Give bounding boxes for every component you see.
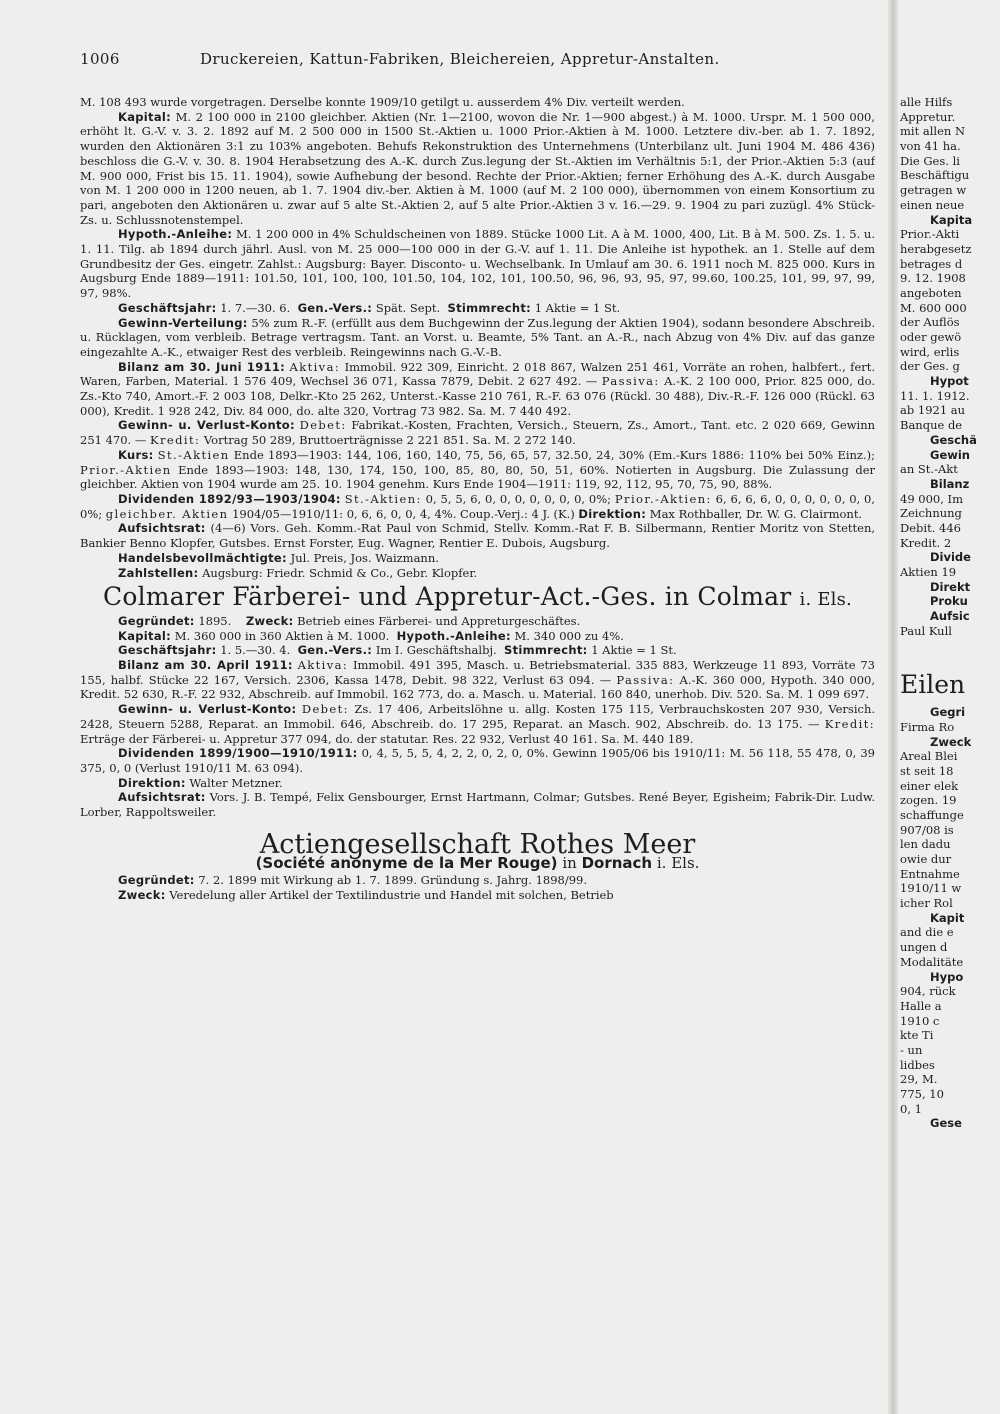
gj-text: 1. 5.—30. 4.	[220, 643, 291, 658]
div-label: Dividenden 1892/93—1903/1904:	[118, 491, 341, 506]
right-column-line: 1910/11 w	[900, 881, 962, 896]
div-gleich-label: gleichber. Aktien	[105, 506, 229, 521]
stimm-text: 1 Aktie = 1 St.	[591, 643, 677, 658]
kredit-text: Erträge der Färberei- u. Appretur 377 094, do. der statutar. Res. 22 932, Verlust 40 161. Sa. M. 440 189.	[80, 731, 694, 746]
right-column-line: 1910 c	[900, 1013, 940, 1028]
right-column-line: der Ges. g	[900, 359, 960, 374]
right-column-line: Entnahme	[900, 866, 960, 881]
kapital-label: Kapital:	[118, 109, 172, 124]
right-column-line: Gegri	[930, 705, 966, 720]
right-column-line: Gewin	[930, 447, 970, 462]
rothes-subtitle-fr: (Société anonyme de la Mer Rouge)	[255, 854, 558, 873]
stimm-text: 1 Aktie = 1 St.	[534, 300, 621, 315]
right-column-line: Paul Kull	[900, 623, 952, 638]
passiva-text: A.-K. 360 000, Hypoth. 340 000, Kredit. 52 630, R.-F. 22 932, Abschreib. auf Immobil. 162 773, do. a. Masch. u. Material. 160 840, unerhob. Div. 520. Sa. M. 1 099 697.	[80, 672, 875, 702]
right-column-line: oder gewö	[900, 330, 962, 344]
augsburg-zahlstellen	[80, 566, 875, 581]
stimm-label: Stimmrecht:	[447, 300, 532, 315]
kredit-label: Kredit:	[824, 716, 875, 731]
zahl-label: Zahlstellen:	[118, 565, 199, 580]
coup-text: Coup.-Verj.: 4 J. (K.)	[460, 506, 575, 521]
right-column-line: schaffunge	[900, 807, 964, 822]
kurs-text: Ende 1893—1903: 144, 106, 160, 140, 75, 56, 65, 57, 32.50, 24, 30% (Em.-Kurs 1886: 110% bei 50% Einz.);	[233, 447, 875, 462]
gegr-label: Gegründet:	[118, 613, 195, 628]
right-column-line: von 41 ha.	[900, 139, 961, 154]
handels-label: Handelsbevollmächtigte:	[118, 550, 287, 565]
rothes-subtitle-suffix: i. Els.	[656, 854, 700, 873]
gj-label: Geschäftsjahr:	[118, 300, 217, 315]
running-header	[80, 50, 880, 72]
div-text: 0, 4, 5, 5, 5, 4, 2, 2, 0, 2, 0, 0%. Gewinn 1905/06 bis 1910/11: M. 56 118, 55 478, 0, 39 375, 0, 0 (Verlust 1910/11 M. 63 094).	[80, 746, 875, 775]
right-column-line: getragen w	[900, 183, 967, 198]
bilanz-label: Bilanz am 30. April 1911:	[118, 658, 293, 673]
passiva-text: A.-K. 2 100 000, Prior. 825 000, do. Zs.-Kto 740, Amort.-F. 2 003 108, Delkr.-Kto 25 262, Unterst.-Kasse 210 761, R.-F. 63 076 (Rückl. 30 488), Div.-R.-F. 126 000 (Rückl. 63 000), Kredit. 1 928 242, Div. 84 000, do. alte 320, Vortrag 73 982. Sa. M. 7 440 492.	[80, 374, 875, 418]
augsburg-kapital	[80, 110, 875, 228]
kurs-prior-label: Prior.-Aktien	[80, 462, 172, 477]
right-column-line: Kapita	[930, 212, 973, 227]
kapital-text: M. 2 100 000 in 2100 gleichber. Aktien (Nr. 1—2100, wovon die Nr. 1—900 abgest.) à M. 1000. Urspr. M. 1 500 000, erhöht lt. G.-V. v. 3. 2. 1892 auf M. 2 500 000 in 1500 St.-Aktien u. 1000 Prior.-Aktien à M. 1000. Letztere div.-ber. ab 1. 7. 1892, wurden den Aktionären 3:1 zu 103% angeboten. Behufs Rekonstruktion des Unternehmens (Unterbilanz ult. Juni 1904 M. 486 436) beschloss die G.-V. v. 30. 8. 1904 Herabsetzung des A.-K. durch Zus.legung der St.-Aktien im Verhältnis 5:1, der Prior.-Aktien 5:3 (auf M. 900 000, Frist bis 15. 11. 1904), sowie Aufhebung der besond. Rechte der Prior.-Aktien; ferner Erhöhung des A.-K. durch Ausgabe von M. 1 200 000 in 1200 neuen, ab 1. 7. 1904 div.-ber. Aktien à M. 1000 (auf M. 2 100 000), übernommen von einem Konsortium zu pari, angeboten den Aktionären u. zwar auf 5 alte St.-Aktien 2, auf 5 alte Prior.-Aktien 3 v. 16.—29. 9. 1904 zu pari zuzügl. 4% Stück-Zs. u. Schlussnotenstempel.	[80, 109, 875, 227]
right-column-line: 907/08 is	[900, 822, 954, 837]
right-column-line: angeboten	[900, 285, 962, 300]
right-column-line: zogen. 19	[900, 793, 957, 808]
rothes-zweck	[80, 888, 875, 903]
right-column-line: der Auflös	[900, 315, 960, 330]
colmar-title-suffix: i. Els.	[799, 589, 852, 611]
right-column-line: Halle a	[900, 998, 942, 1013]
gegr-text: 1895.	[198, 613, 232, 628]
colmar-kapital	[80, 629, 875, 644]
zweck-label: Zweck:	[245, 613, 294, 628]
right-column-line: lidbes	[900, 1057, 935, 1072]
next-page-column-fragment	[900, 95, 1000, 1395]
kredit-text: Vortrag 50 289, Bruttoerträgnisse 2 221 851. Sa. M. 2 272 140.	[203, 433, 576, 448]
augsburg-dividenden	[80, 492, 875, 521]
handels-text: Jul. Preis, Jos. Waizmann.	[290, 550, 439, 565]
augsburg-kurs	[80, 448, 875, 492]
right-column-line: len dadu	[900, 837, 951, 852]
right-column-line: Prior.-Akti	[900, 227, 960, 242]
gv-label: Gen.-Vers.:	[297, 300, 373, 315]
div-st-text: 0, 5, 5, 6, 0, 0, 0, 0, 0, 0, 0, 0%;	[425, 491, 612, 506]
kurs-st-label: St.-Aktien	[157, 447, 230, 462]
right-column-line: Aufsic	[930, 609, 970, 624]
hypoth-text: M. 340 000 zu 4%.	[514, 628, 624, 643]
right-column-line: 49 000, Im	[900, 491, 963, 506]
right-column-line: Firma Ro	[900, 719, 955, 734]
stimm-label: Stimmrecht:	[503, 643, 588, 658]
gewinn-text: 5% zum R.-F. (erfüllt aus dem Buchgewinn der Zus.legung der Aktien 1904), sodann besondere Abschreib. u. Rücklagen, vom verbleib. Betrage vertragsm. Tant. an Vorst. u. Beamte, 5% Tant. an A.-R., nach Abzug von 4% Div. auf das ganze eingezahlte A.-K., etwaiger Rest des verbleib. Reingewinns nach G.-V.-B.	[80, 315, 875, 359]
right-column-line: ab 1921 au	[900, 403, 966, 418]
div-prior-label: Prior.-Aktien:	[614, 491, 712, 506]
direktion-label: Direktion:	[578, 506, 647, 521]
hypoth-text: M. 1 200 000 in 4% Schuldscheinen von 1889. Stücke 1000 Lit. A à M. 1000, 400, Lit. B à M. 500. Zs. 1. 5. u. 1. 11. Tilg. ab 1894 durch jährl. Ausl. von M. 25 000—100 000 in der G.-V. auf 1. 11. Die Anleihe ist hypothek. an 1. Stelle auf dem Grundbesitz der Ges. eingetr. Zahlst.: Augsburg: Bayer. Disconto- u. Wechselbank. In Umlauf am 30. 6. 1911 noch M. 825 000. Kurs in Augsburg Ende 1889—1911: 101.50, 101, 100, 100, 101.50, 104, 102, 101, 100.50, 96, 96, 93, 95, 97, 99.60, 100.25, 101, 99, 97, 99, 97, 98%.	[80, 227, 875, 301]
bilanz-label: Bilanz am 30. Juni 1911:	[118, 359, 286, 374]
aktiva-label: Aktiva:	[289, 359, 341, 374]
div-prior-text: 6, 6, 6, 6, 0, 0, 0, 0, 0, 0, 0, 0%;	[80, 491, 875, 521]
right-column-line: Geschä	[930, 432, 977, 447]
right-column-line: Hypo	[930, 969, 964, 984]
rothes-gegruendet	[80, 873, 875, 888]
right-column-line: Hypot	[930, 374, 969, 389]
right-column-line: wird, erlis	[900, 344, 960, 359]
colmar-gegruendet	[80, 614, 875, 629]
gv-label: Gen.-Vers.:	[297, 643, 373, 658]
main-column	[80, 95, 875, 1395]
debet-text: Fabrikat.-Kosten, Frachten, Versich., Steuern, Zs., Amort., Tant. etc. 2 020 669, Gewinn 251 470.	[80, 418, 875, 448]
zweck-label: Zweck:	[118, 887, 166, 902]
zweck-text: Betrieb eines Färberei- und Appreturgeschäftes.	[297, 613, 581, 628]
running-title: Druckereien, Kattun-Fabriken, Bleichereien, Appretur-Anstalten.	[200, 50, 720, 68]
kredit-label: Kredit:	[150, 433, 201, 448]
right-column-line: Direkt	[930, 579, 971, 594]
right-column-line: 29, M.	[900, 1072, 938, 1087]
colmar-aufsichtsrat	[80, 790, 875, 819]
right-column-line: Kredit. 2	[900, 535, 952, 550]
gegr-text: 7. 2. 1899 mit Wirkung ab 1. 7. 1899. Gründung s. Jahrg. 1898/99.	[198, 873, 588, 888]
div-label: Dividenden 1899/1900—1910/1911:	[118, 746, 358, 761]
aktiva-label: Aktiva:	[297, 658, 349, 673]
right-column-line: Appretur.	[900, 109, 956, 124]
rothes-subtitle-in: in	[562, 854, 577, 873]
right-column-line: kte Ti	[900, 1028, 934, 1043]
right-column-line: M. 600 000	[900, 300, 967, 315]
colmar-dividenden	[80, 746, 875, 775]
augsburg-hypoth	[80, 227, 875, 301]
rothes-subtitle	[80, 856, 875, 871]
aufsicht-label: Aufsichtsrat:	[118, 521, 206, 536]
debet-text: Zs. 17 406, Arbeitslöhne u. allg. Kosten 175 115, Verbrauchskosten 207 930, Versich. 2428, Steuern 5288, Reparat. an Immobil. 646, Abschreib. do. 17 295, Reparat. an Masch. 902, Abschreib. do. 13 175.	[80, 702, 875, 731]
rothes-heading: Actiengesellschaft Rothes Meer	[259, 828, 696, 860]
right-column-line: 9. 12. 1908	[900, 271, 966, 286]
hypoth-label: Hypoth.-Anleihe:	[118, 227, 233, 242]
right-column-line: 11. 1. 1912.	[900, 388, 970, 403]
aktiva-text: Immobil. 491 395, Masch. u. Betriebsmaterial. 335 883, Werkzeuge 11 893, Vorräte 73 155, halbf. Stücke 22 167, Versich. 2306, Kassa 1478, Debit. 98 322, Verlust 63 094.	[80, 658, 875, 687]
augsburg-gewinn-verteilung	[80, 316, 875, 360]
gj-label: Geschäftsjahr:	[118, 643, 217, 658]
gv-text: Spät. Sept.	[375, 300, 441, 315]
right-column-line: 0, 1	[900, 1101, 922, 1116]
gv-text: Im I. Geschäftshalbj.	[375, 643, 497, 658]
colmar-guv: Gewinn- u. Verlust-Konto: Debet: Zs. 17 406, Arbeitslöhne u. allg. Kosten 175 115, Verbrauchskosten 207 930, Versich. 2428, Steuern 5288, Reparat. an Immobil. 646, Abschreib. do. 17 295, Reparat. an Masch. 902, Abschreib. do. 13 175. — Kredit: Erträge der Färberei- u. Appretur 377 094, do. der statutar. Res. 22 932, Verlust 40 161. Sa. M. 440 189.	[80, 702, 875, 746]
colmar-title: Colmarer Färberei- und Appretur-Act.-Ges. in Colmar	[103, 582, 792, 612]
aufsicht-text: Vors. J. B. Tempé, Felix Gensbourger, Ernst Hartmann, Colmar; Gutsbes. René Beyer, Egisheim; Fabrik-Dir. Ludw. Lorber, Rappoltsweiler.	[80, 790, 875, 820]
right-column-line: an St.-Akt	[900, 462, 958, 477]
right-column-heading: Eilen	[900, 670, 966, 700]
kurs-text-2: Ende 1893—1903: 148, 130, 174, 150, 100, 85, 80, 80, 50, 51, 60%. Notierten in Augsburg. Die Zulassung der gleichber. Aktien von 1904 wurde am 25. 10. 1904 genehm. Kurs Ende 1904—1911: 119, 92, 112, 95, 70, 75, 90, 88%.	[80, 462, 875, 492]
page-number: 1006	[80, 50, 120, 68]
augsburg-aufsichtsrat	[80, 521, 875, 550]
colmar-bilanz: Bilanz am 30. April 1911: Aktiva: Immobil. 491 395, Masch. u. Betriebsmaterial. 335 883, Werkzeuge 11 893, Vorräte 73 155, halbf. Stücke 22 167, Versich. 2306, Kassa 1478, Debit. 98 322, Verlust 63 094. — Passiva: A.-K. 360 000, Hypoth. 340 000, Kredit. 52 630, R.-F. 22 932, Abschreib. auf Immobil. 162 773, do. a. Masch. u. Material. 160 840, unerhob. Div. 520. Sa. M. 1 099 697.	[80, 658, 875, 702]
right-column-line: einen neue	[900, 197, 965, 212]
colmar-heading	[80, 582, 875, 612]
zahl-text: Augsburg: Friedr. Schmid & Co., Gebr. Klopfer.	[202, 565, 478, 580]
direktion-label: Direktion:	[118, 775, 186, 790]
right-column-line: Areal Blei	[900, 749, 958, 764]
right-column-line: herabgesetz	[900, 241, 972, 256]
aktiva-text: Immobil. 922 309, Einricht. 2 018 867, Walzen 251 461, Vorräte an rohen, halbfert., fert. Waren, Farben, Material. 1 576 409, Wechsel 36 071, Kassa 7879, Debit. 2 627 492.	[80, 359, 875, 389]
right-column-line: einer elek	[900, 778, 959, 793]
gegr-label: Gegründet:	[118, 873, 195, 888]
right-column-line: betrages d	[900, 256, 963, 271]
right-column-line: alle Hilfs	[900, 95, 953, 109]
kapital-text: M. 360 000 in 360 Aktien à M. 1000.	[174, 628, 390, 643]
right-column-line: ungen d	[900, 940, 948, 955]
right-column-line: and die e	[900, 925, 954, 940]
right-column-line: mit allen N	[900, 124, 966, 139]
passiva-label: Passiva:	[601, 374, 660, 389]
debet-label: Debet:	[299, 418, 347, 433]
gj-text: 1. 7.—30. 6.	[220, 300, 291, 315]
augsburg-handelsbevollmaechtigte	[80, 551, 875, 566]
right-column-line: 904, rück	[900, 984, 956, 999]
right-column-line: Debit. 446	[900, 520, 961, 535]
augsburg-intro: M. 108 493 wurde vorgetragen. Derselbe konnte 1909/10 getilgt u. ausserdem 4% Div. verteilt werden.	[80, 95, 685, 109]
right-column-line: Proku	[930, 594, 968, 609]
right-column-line: Bilanz	[930, 476, 970, 491]
zweck-text: Veredelung aller Artikel der Textilindustrie und Handel mit solchen, Betrieb	[169, 887, 614, 902]
right-column-line: Kapit	[930, 910, 965, 925]
rothes-subtitle-city: Dornach	[581, 854, 653, 873]
colmar-geschaeftsjahr	[80, 643, 875, 658]
right-column-line: Die Ges. li	[900, 153, 960, 168]
kurs-label: Kurs:	[118, 447, 154, 462]
hypoth-label: Hypoth.-Anleihe:	[396, 628, 511, 643]
right-column-line: Banque de	[900, 418, 963, 433]
augsburg-geschaeftsjahr	[80, 301, 875, 316]
right-column-line: owie dur	[900, 852, 952, 866]
div-gleich-text: 1904/05—1910/11: 0, 6, 6, 0, 0, 4, 4%.	[232, 506, 457, 521]
direktion-text: Walter Metzner.	[189, 775, 283, 790]
passiva-label: Passiva:	[616, 672, 675, 687]
guv-label: Gewinn- u. Verlust-Konto:	[118, 418, 295, 433]
page-gutter	[888, 0, 898, 1414]
right-column-line: - un	[900, 1042, 923, 1057]
right-column-line	[900, 638, 1000, 653]
debet-label: Debet:	[301, 702, 349, 717]
right-column-line: icher Rol	[900, 896, 953, 911]
right-column-line: Beschäftigu	[900, 168, 970, 183]
aufsicht-text: (4—6) Vors. Geh. Komm.-Rat Paul von Schmid, Stellv. Komm.-Rat F. B. Silbermann, Rentier Moritz von Stetten, Bankier Benno Klopfer, Gutsbes. Ernst Forster, Eug. Wagner, Rentier E. Dubois, Augsburg.	[80, 521, 875, 551]
colmar-direktion	[80, 776, 875, 791]
right-column-line: Zeichnung	[900, 506, 962, 521]
right-column-line: Gese	[930, 1116, 962, 1131]
right-column-line: st seit 18	[900, 763, 954, 778]
guv-label: Gewinn- u. Verlust-Konto:	[118, 702, 297, 717]
right-column-line: Divide	[930, 550, 971, 565]
gewinn-label: Gewinn-Verteilung:	[118, 315, 248, 330]
augsburg-guv: Gewinn- u. Verlust-Konto: Debet: Fabrikat.-Kosten, Frachten, Versich., Steuern, Zs., Amort., Tant. etc. 2 020 669, Gewinn 251 470. — Kredit: Vortrag 50 289, Bruttoerträgnisse 2 221 851. Sa. M. 2 272 140.	[80, 418, 875, 448]
right-column-line: 775, 10	[900, 1087, 944, 1101]
right-column-line: Aktien 19	[900, 565, 957, 579]
augsburg-bilanz: Bilanz am 30. Juni 1911: Aktiva: Immobil. 922 309, Einricht. 2 018 867, Walzen 251 461, Vorräte an rohen, halbfert., fert. Waren, Farben, Material. 1 576 409, Wechsel 36 071, Kassa 7879, Debit. 2 627 492. — Passiva: A.-K. 2 100 000, Prior. 825 000, do. Zs.-Kto 740, Amort.-F. 2 003 108, Delkr.-Kto 25 262, Unterst.-Kasse 210 761, R.-F. 63 076 (Rückl. 30 488), Div.-R.-F. 126 000 (Rückl. 63 000), Kredit. 1 928 242, Div. 84 000, do. alte 320, Vortrag 73 982. Sa. M. 7 440 492.	[80, 359, 875, 418]
div-st-label: St.-Aktien:	[344, 491, 422, 506]
right-column-line: Zweck	[930, 734, 972, 749]
aufsicht-label: Aufsichtsrat:	[118, 790, 206, 805]
right-column-line: Modalitäte	[900, 954, 964, 969]
direktion-text: Max Rothballer, Dr. W. G. Clairmont.	[649, 506, 863, 521]
kapital-label: Kapital:	[118, 628, 172, 643]
